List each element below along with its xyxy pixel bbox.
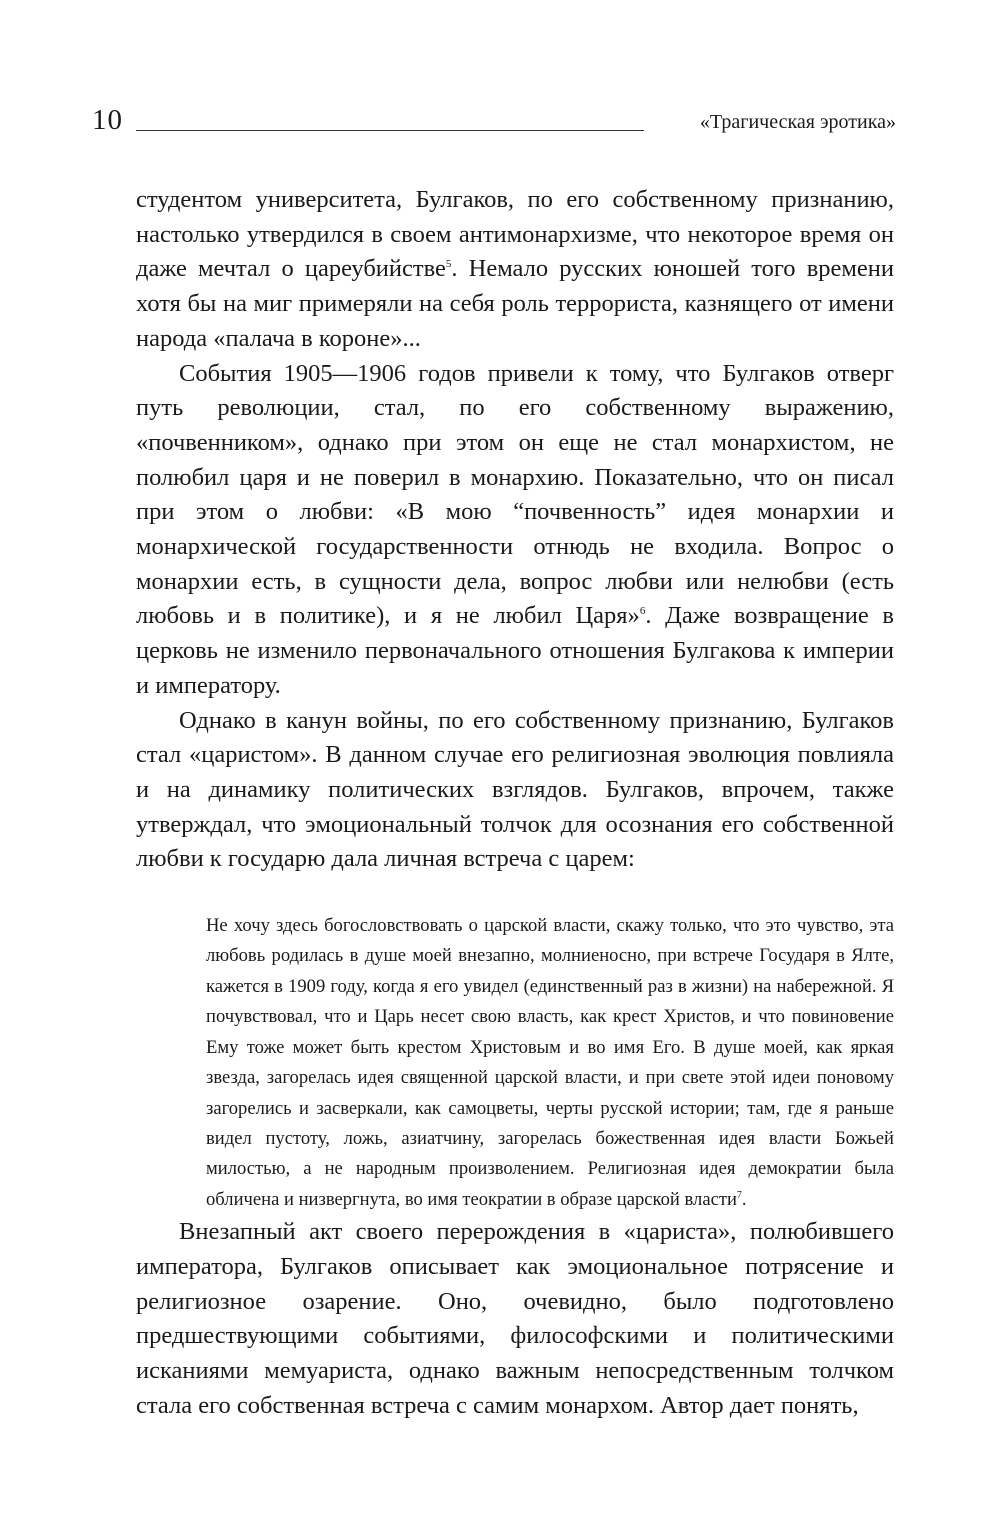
paragraph-text: . Даже возвращение в церковь не изменило первоначального отношения Булгакова к империи и императору. <box>136 602 894 699</box>
paragraph-text: События 1905—1906 годов привели к тому, что Булгаков отверг путь революции, стал, по его собственному выражению, «почвенником», однако при этом он еще не стал монархистом, не полюбил царя и не поверил в монархию. Показательно, что он писал при этом о любви: «В мою “почвенность” идея монархии и монархической государственности отнюдь не входила. Вопрос о монархии есть, в сущности дела, вопрос любви или нелюбви (есть любовь и в политике), и я не любил Царя» <box>136 359 894 630</box>
footnote-ref-5: 5 <box>445 258 452 271</box>
quote-end: . <box>741 1188 747 1210</box>
running-title: «Трагическая эротика» <box>699 111 896 133</box>
paragraph-continued <box>136 183 894 357</box>
paragraph <box>136 357 894 704</box>
quote-body: Не хочу здесь богословствовать о царской власти, скажу только, что это чувство, эта любовь родилась в душе моей внезапно, молниеносно, при встрече Государя в Ялте, кажется в 1909 году, когда я его увидел (единственный раз в жизни) на набережной. Я почувствовал, что и Царь несет свою власть, как крест Христов, и что повиновение Ему тоже может быть крестом Христовым и во имя Его. В душе моей, как яркая звезда, загорелась идея священной царской власти, и при свете этой идеи поновому загорелись и засверкали, как самоцветы, черты русской истории; там, где я раньше видел пустоту, ложь, азиатчину, загорелась божественная идея власти Божьей милостью, а не народным произволением. Религиозная идея демократии была обличена и низвергнута, во имя теократии в образе царской власти <box>206 915 894 1210</box>
footnote-ref-6: 6 <box>639 605 646 618</box>
quote-text <box>206 911 894 1215</box>
page-header <box>92 100 896 140</box>
paragraph: Однако в канун войны, по его собственному признанию, Булгаков стал «царистом». В данном случае его религиозная эволюция повлияла и на динамику политических взглядов. Булгаков, впрочем, также утверждал, что эмоциональный толчок для осознания его собственной любви к государю дала личная встреча с царем: <box>136 706 894 873</box>
footnote-ref-7: 7 <box>736 1189 742 1201</box>
page-body <box>136 183 894 1423</box>
paragraph-text: . Немало русских юношей того времени хотя бы на миг примеряли на себя роль террориста, казнящего от имени народа «палача в короне»... <box>136 255 894 352</box>
paragraph-text: студентом университета, Булгаков, по его собственному признанию, настолько утвердился в своем антимонархизме, что некоторое время он даже мечтал о цареубийстве <box>136 186 894 283</box>
page-number: 10 <box>92 104 123 136</box>
header-rule <box>136 130 644 131</box>
block-quote <box>206 911 894 1215</box>
paragraph-closing: Внезапный акт своего перерождения в «цариста», полюбившего императора, Булгаков описывает как эмоциональное потрясение и религиозное озарение. Оно, очевидно, было подготовлено предшествующими событиями, философскими и политическими исканиями мемуариста, однако важным непосредственным толчком стала его собственная встреча с самим монархом. Автор дает понять, <box>136 1218 894 1419</box>
